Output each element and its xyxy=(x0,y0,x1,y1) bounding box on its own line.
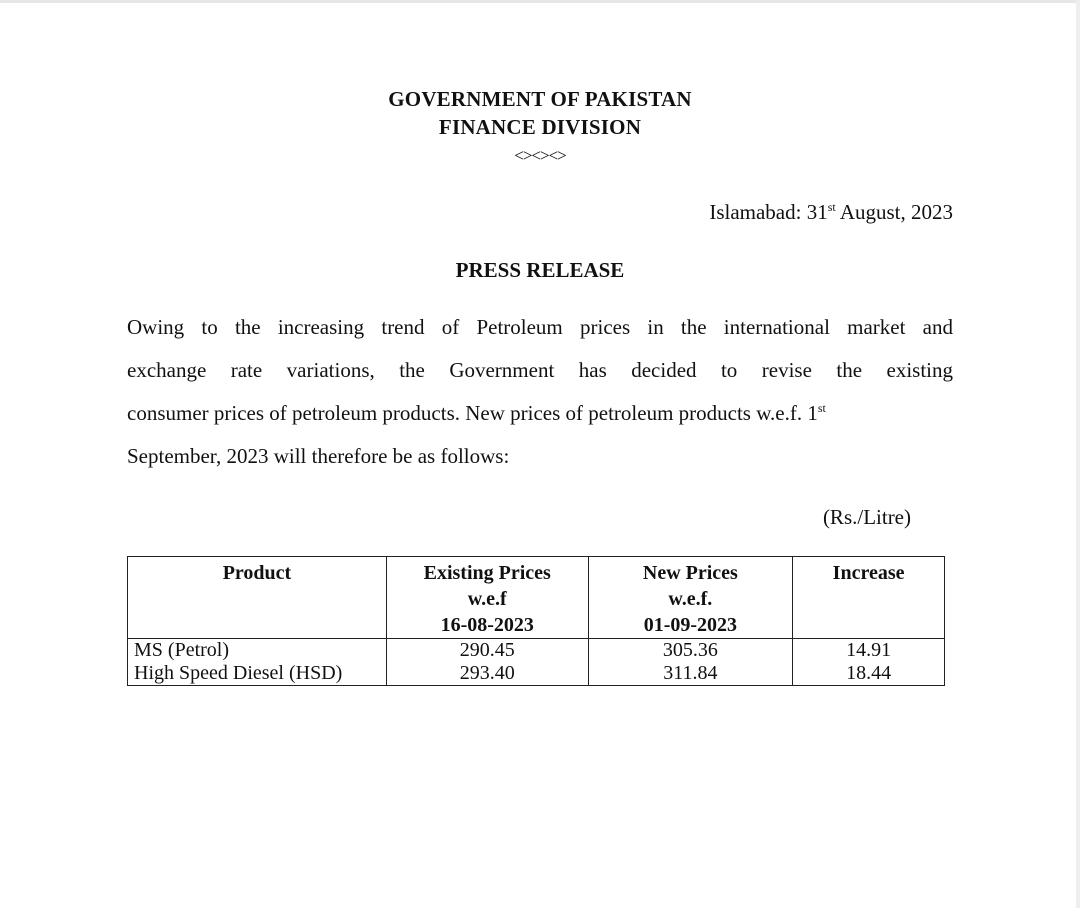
cell-increase: 14.91 xyxy=(793,639,945,663)
price-table xyxy=(127,556,945,686)
cell-increase: 18.44 xyxy=(793,662,945,686)
header-existing-line-3: 16-08-2023 xyxy=(440,614,534,636)
cell-new-price: 311.84 xyxy=(588,662,793,686)
body-paragraph xyxy=(127,306,953,478)
header-existing-prices xyxy=(386,557,588,639)
body-line-3-suffix: st xyxy=(817,401,826,415)
cell-existing-price: 293.40 xyxy=(386,662,588,686)
table-row xyxy=(128,662,945,686)
body-line-4: September, 2023 will therefore be as follows: xyxy=(127,444,510,468)
header-increase xyxy=(793,557,945,639)
body-line-3-text: consumer prices of petroleum products. New prices of petroleum products w.e.f. 1 xyxy=(127,401,818,425)
cell-product: High Speed Diesel (HSD) xyxy=(128,662,387,686)
division-heading: FINANCE DIVISION xyxy=(438,115,642,139)
dateline-day-suffix: st xyxy=(827,200,836,214)
header-product-label: Product xyxy=(222,562,292,584)
government-heading: GOVERNMENT OF PAKISTAN xyxy=(388,87,692,111)
header-product xyxy=(128,557,387,639)
ornament-divider-icon: <><><> xyxy=(514,146,566,165)
body-line-3 xyxy=(127,392,953,435)
unit-label: (Rs./Litre) xyxy=(822,505,911,529)
dateline-prefix: Islamabad: 31 xyxy=(709,200,828,224)
header-new-line-3: 01-09-2023 xyxy=(643,614,738,636)
header-existing-line-2: w.e.f xyxy=(467,588,507,610)
cell-product: MS (Petrol) xyxy=(128,639,387,663)
header-existing-line-1: Existing Prices xyxy=(423,562,551,584)
header-new-line-1: New Prices xyxy=(642,562,738,584)
page-top-edge xyxy=(0,0,1080,3)
cell-new-price: 305.36 xyxy=(588,639,793,663)
header-increase-label: Increase xyxy=(832,562,905,584)
body-line-2: exchange rate variations, the Government has decided to revise the existing xyxy=(127,358,953,382)
header-new-line-2: w.e.f. xyxy=(668,588,713,610)
header-new-prices xyxy=(588,557,793,639)
table-row xyxy=(128,639,945,663)
press-release-title: PRESS RELEASE xyxy=(455,258,625,282)
table-header-row xyxy=(128,557,945,639)
cell-existing-price: 290.45 xyxy=(386,639,588,663)
dateline-rest: August, 2023 xyxy=(835,200,953,224)
body-line-1: Owing to the increasing trend of Petroleum prices in the international market and xyxy=(127,315,953,339)
dateline xyxy=(709,198,953,226)
